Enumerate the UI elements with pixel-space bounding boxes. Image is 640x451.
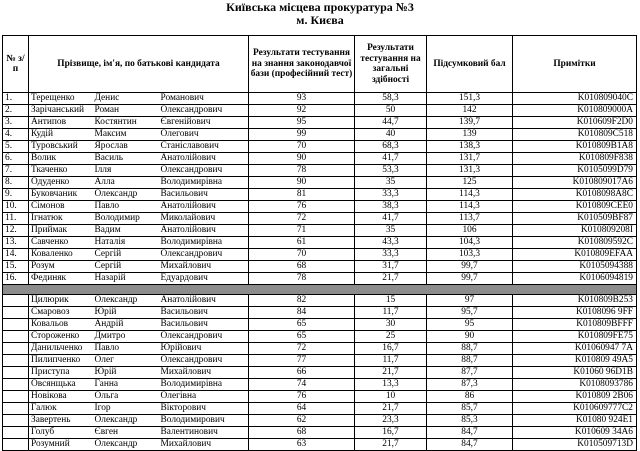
table-row [3,177,637,189]
law-test-score: 77 [249,355,355,367]
total-score: 88,7 [427,343,513,355]
total-score: 95,7 [427,307,513,319]
general-test-score: 23,3 [355,415,427,427]
total-score: 131,7 [427,153,513,165]
first-name: Максим [93,129,159,141]
total-score: 87,3 [427,379,513,391]
law-test-score: 76 [249,201,355,213]
general-test-score: 41,7 [355,213,427,225]
row-number: 7. [3,165,29,177]
law-test-score: 61 [249,237,355,249]
patronymic: Олександрович [159,331,249,343]
table-row [3,237,637,249]
table-row [3,141,637,153]
last-name: Ткаченко [29,165,93,177]
patronymic: Олегович [159,129,249,141]
general-test-score: 35 [355,225,427,237]
row-number: 3. [3,117,29,129]
law-test-score: 99 [249,129,355,141]
patronymic: Анатолійович [159,153,249,165]
candidate-code: K010809EFAA [513,249,637,261]
total-score: 114,3 [427,189,513,201]
patronymic: Олександрович [159,165,249,177]
general-test-score: 16,7 [355,427,427,439]
patronymic: Володимирівна [159,237,249,249]
table-row [3,213,637,225]
first-name: Вадим [93,225,159,237]
table-row [3,355,637,367]
general-test-score: 25 [355,331,427,343]
law-test-score: 70 [249,249,355,261]
first-name: Дмитро [93,331,159,343]
total-score: 85,3 [427,415,513,427]
row-number [3,379,29,391]
law-test-score: 90 [249,177,355,189]
row-number [3,355,29,367]
separator-cell [3,285,637,295]
candidate-code: K010509BF87 [513,213,637,225]
table-row [3,379,637,391]
patronymic: Анатолійович [159,295,249,307]
candidate-code: K010809 2B06 [513,391,637,403]
general-test-score: 43,3 [355,237,427,249]
total-score: 99,7 [427,273,513,285]
law-test-score: 74 [249,379,355,391]
patronymic: Євгенійович [159,117,249,129]
law-test-score: 90 [249,153,355,165]
page-title: Київська місцева прокуратура №3 [226,0,414,14]
general-test-score: 58,3 [355,93,427,105]
law-test-score: 82 [249,295,355,307]
row-number [3,403,29,415]
total-score: 97 [427,295,513,307]
last-name: Приступа [29,367,93,379]
general-test-score: 38,3 [355,201,427,213]
last-name: Смаровоз [29,307,93,319]
first-name: Олександр [93,295,159,307]
table-row [3,367,637,379]
page-subtitle: м. Києва [296,13,344,27]
first-name: Олександр [93,439,159,451]
law-test-score: 81 [249,189,355,201]
last-name: Приймак [29,225,93,237]
total-score: 84,7 [427,427,513,439]
first-name: Назарій [93,273,159,285]
patronymic: Миколайович [159,213,249,225]
last-name: Голуб [29,427,93,439]
patronymic: Вікторович [159,403,249,415]
law-test-score: 64 [249,403,355,415]
table-row [3,331,637,343]
law-test-score: 72 [249,213,355,225]
total-score: 138,3 [427,141,513,153]
law-test-score: 93 [249,93,355,105]
last-name: Овсянщька [29,379,93,391]
general-test-score: 40 [355,129,427,141]
general-test-score: 11,7 [355,355,427,367]
patronymic: Едуардович [159,273,249,285]
general-test-score: 10 [355,391,427,403]
table-row [3,93,637,105]
row-number [3,391,29,403]
law-test-score: 63 [249,439,355,451]
table-row [3,403,637,415]
first-name: Юрій [93,307,159,319]
table-row [3,273,637,285]
first-name: Ганна [93,379,159,391]
last-name: Одуденко [29,177,93,189]
first-name: Олег [93,355,159,367]
total-score: 88,7 [427,355,513,367]
last-name: Терещенко [29,93,93,105]
separator-row [3,285,637,295]
table-row [3,117,637,129]
row-number: 11. [3,213,29,225]
candidate-code: K01080 924E1 [513,415,637,427]
first-name: Костянтин [93,117,159,129]
row-number: 15. [3,261,29,273]
patronymic: Михайлович [159,367,249,379]
total-score: 113,7 [427,213,513,225]
candidate-code: K010809000A [513,105,637,117]
row-number [3,367,29,379]
first-name: Роман [93,105,159,117]
last-name: Ігнатюк [29,213,93,225]
law-test-score: 68 [249,261,355,273]
first-name: Ілля [93,165,159,177]
first-name: Олександр [93,189,159,201]
law-test-score: 95 [249,117,355,129]
law-test-score: 84 [249,307,355,319]
general-test-score: 53,3 [355,165,427,177]
patronymic: Володимирівна [159,177,249,189]
table-row [3,261,637,273]
row-number: 10. [3,201,29,213]
row-number: 12. [3,225,29,237]
first-name: Алла [93,177,159,189]
patronymic: Олександрович [159,105,249,117]
candidate-code: K010609 34A6 [513,427,637,439]
candidate-code: K010809C518 [513,129,637,141]
patronymic: Володимирівна [159,379,249,391]
general-test-score: 35 [355,177,427,189]
header-total: Підсумковий бал [427,36,513,93]
law-test-score: 71 [249,225,355,237]
patronymic: Станіславович [159,141,249,153]
last-name: Пилипченко [29,355,93,367]
last-name: Галюк [29,403,93,415]
first-name: Павло [93,201,159,213]
candidate-code: K010809592C [513,237,637,249]
general-test-score: 33,3 [355,189,427,201]
general-test-score: 16,7 [355,343,427,355]
last-name: Розум [29,261,93,273]
row-number: 4. [3,129,29,141]
row-number [3,331,29,343]
table-row [3,225,637,237]
candidate-code: K0108098A8C [513,189,637,201]
patronymic: Володимирович [159,415,249,427]
general-test-score: 11,7 [355,307,427,319]
total-score: 86 [427,391,513,403]
last-name: Ковальов [29,319,93,331]
general-test-score: 21,7 [355,273,427,285]
table-body [3,93,637,451]
table-row [3,129,637,141]
row-number [3,295,29,307]
first-name: Сергій [93,261,159,273]
table-row [3,295,637,307]
first-name: Андрій [93,319,159,331]
law-test-score: 66 [249,367,355,379]
patronymic: Олександрович [159,355,249,367]
first-name: Юрій [93,367,159,379]
total-score: 104,3 [427,237,513,249]
law-test-score: 70 [249,141,355,153]
law-test-score: 92 [249,105,355,117]
total-score: 106 [427,225,513,237]
last-name: Волик [29,153,93,165]
candidate-code: K0108093786 [513,379,637,391]
general-test-score: 21,7 [355,439,427,451]
candidate-code: K010809040C [513,93,637,105]
table-row [3,189,637,201]
candidate-code: K01060 96D1B [513,367,637,379]
last-name: Буковчаник [29,189,93,201]
row-number [3,415,29,427]
patronymic: Анатолійович [159,201,249,213]
first-name: Павло [93,343,159,355]
total-score: 139 [427,129,513,141]
patronymic: Олександрович [159,249,249,261]
law-test-score: 65 [249,319,355,331]
table-row [3,391,637,403]
results-table [2,35,637,451]
patronymic: Юрійович [159,343,249,355]
candidate-code: K010509713D [513,439,637,451]
general-test-score: 31,7 [355,261,427,273]
row-number [3,307,29,319]
row-number [3,439,29,451]
last-name: Туровський [29,141,93,153]
last-name: Фединяк [29,273,93,285]
total-score: 114,3 [427,201,513,213]
total-score: 142 [427,105,513,117]
first-name: Наталія [93,237,159,249]
total-score: 131,3 [427,165,513,177]
row-number: 6. [3,153,29,165]
total-score: 95 [427,319,513,331]
last-name: Розумний [29,439,93,451]
patronymic: Олегівна [159,391,249,403]
total-score: 90 [427,331,513,343]
general-test-score: 21,7 [355,403,427,415]
patronymic: Анатолійович [159,225,249,237]
law-test-score: 78 [249,273,355,285]
row-number: 9. [3,189,29,201]
general-test-score: 50 [355,105,427,117]
last-name: Зарічанський [29,105,93,117]
total-score: 87,7 [427,367,513,379]
table-row [3,307,637,319]
row-number: 8. [3,177,29,189]
total-score: 85,7 [427,403,513,415]
total-score: 125 [427,177,513,189]
patronymic: Романович [159,93,249,105]
candidate-code: K0105094388 [513,261,637,273]
total-score: 139,7 [427,117,513,129]
table-row [3,201,637,213]
first-name: Василь [93,153,159,165]
table-row [3,249,637,261]
last-name: Данильченко [29,343,93,355]
candidate-code: K010809CEE0 [513,201,637,213]
last-name: Антипов [29,117,93,129]
row-number [3,427,29,439]
patronymic: Михайлович [159,439,249,451]
candidate-code: K01060947 7A [513,343,637,355]
law-test-score: 68 [249,427,355,439]
last-name: Завертень [29,415,93,427]
general-test-score: 41,7 [355,153,427,165]
first-name: Денис [93,93,159,105]
row-number [3,319,29,331]
candidate-code: K0105099D79 [513,165,637,177]
general-test-score: 21,7 [355,367,427,379]
first-name: Сергій [93,249,159,261]
patronymic: Валентинович [159,427,249,439]
header-num: № з/п [3,36,29,93]
general-test-score: 13,3 [355,379,427,391]
patronymic: Васильович [159,319,249,331]
table-row [3,343,637,355]
general-test-score: 33,3 [355,249,427,261]
law-test-score: 65 [249,331,355,343]
table-row [3,165,637,177]
header-notes: Примітки [513,36,637,93]
table-row [3,415,637,427]
patronymic: Васильович [159,189,249,201]
candidate-code: K0106094819 [513,273,637,285]
general-test-score: 30 [355,319,427,331]
table-header-row [3,36,637,93]
total-score: 151,3 [427,93,513,105]
last-name: Сімонов [29,201,93,213]
first-name: Євген [93,427,159,439]
candidate-code: K010809017A6 [513,177,637,189]
header-law-test: Результати тестування на знання законодавчої бази (професійний тест) [249,36,355,93]
header-general-test: Результати тестування на загальні здібності [355,36,427,93]
table-row [3,427,637,439]
law-test-score: 72 [249,343,355,355]
last-name: Стороженко [29,331,93,343]
row-number: 16. [3,273,29,285]
row-number: 14. [3,249,29,261]
general-test-score: 68,3 [355,141,427,153]
patronymic: Михайлович [159,261,249,273]
row-number: 5. [3,141,29,153]
candidate-code: K010609777C2 [513,403,637,415]
table-row [3,105,637,117]
patronymic: Васильович [159,307,249,319]
last-name: Цилюрик [29,295,93,307]
candidate-code: K010809 49A5 [513,355,637,367]
row-number: 1. [3,93,29,105]
candidate-code: K010609F2D0 [513,117,637,129]
row-number: 2. [3,105,29,117]
table-row [3,153,637,165]
candidate-code: K010809F838 [513,153,637,165]
general-test-score: 44,7 [355,117,427,129]
candidate-code: K010809B1A8 [513,141,637,153]
header-name: Прізвище, ім'я, по батькові кандидата [29,36,249,93]
total-score: 84,7 [427,439,513,451]
last-name: Новікова [29,391,93,403]
law-test-score: 62 [249,415,355,427]
table-row [3,319,637,331]
last-name: Кудій [29,129,93,141]
law-test-score: 76 [249,391,355,403]
candidate-code: K010809208I [513,225,637,237]
candidate-code: K010809FE75 [513,331,637,343]
general-test-score: 15 [355,295,427,307]
last-name: Савченко [29,237,93,249]
total-score: 103,3 [427,249,513,261]
first-name: Олександр [93,415,159,427]
table-row [3,439,637,451]
candidate-code: K010809B253 [513,295,637,307]
total-score: 99,7 [427,261,513,273]
first-name: Володимир [93,213,159,225]
law-test-score: 78 [249,165,355,177]
last-name: Коваленко [29,249,93,261]
first-name: Ярослав [93,141,159,153]
candidate-code: K010809BFFF [513,319,637,331]
candidate-code: K0108096 9FF [513,307,637,319]
first-name: Ігор [93,403,159,415]
row-number: 13. [3,237,29,249]
first-name: Ольга [93,391,159,403]
row-number [3,343,29,355]
